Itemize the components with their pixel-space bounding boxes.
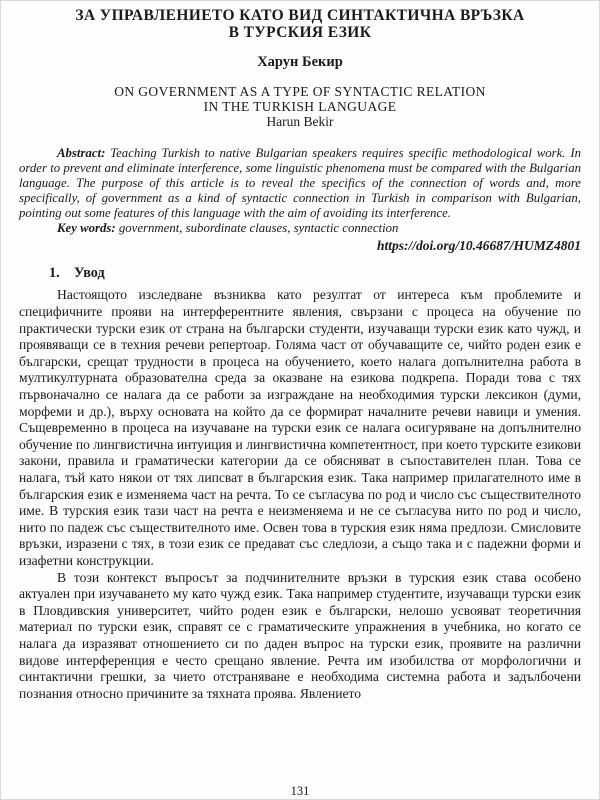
article-title-english	[19, 84, 581, 114]
article-title-bulgarian	[19, 7, 581, 41]
article-title-bulgarian-line1: ЗА УПРАВЛЕНИЕТО КАТО ВИД СИНТАКТИЧНА ВРЪЗКА	[75, 7, 525, 24]
keywords-text: government, subordinate clauses, syntactic connection	[118, 220, 399, 235]
author-name-english: Harun Bekir	[266, 114, 334, 129]
abstract-paragraph	[19, 146, 581, 221]
body-paragraph-1: Настоящото изследване възниква като резултат от интереса към проблемите и специфичните прояви на интерферентните явления, свързани с процеса на обучение по практически турски език от страна на български студенти, изучаващи турски език като чужд, и проявяващи се в техния речеви репертоар. Голяма част от обучаващите се, чийто роден език е български, срещат трудности в процеса на обучението, което налага допълнителна работа в мултикултурната образователна среда за оказване на езикова подкрепа. Поради това с тях първоначално се налага да се работи за изграждане на необходимия турски лексикон (думи, морфеми и др.), върху основата на който да се формират началните речеви навици и умения. Същевременно в процеса на изучаване на турски език се налага осигуряване на допълнително обучение по лингвистична интуиция и лингвистична компетентност, при което турските езикови закони, правила и граматически категории да се обясняват в съпоставителен план. Това се налага, тъй като някои от тях липсват в българския език. Така например прилагателното име в българския език е изменяема част на речта. То се съгласува по род и число със съществителното име. В турския език тази част на речта е неизменяема и не се съгласува нито по род и число, нито по падеж със съществителното име. Освен това в турския език няма предлози. Смисловите връзки, изразени с тях, в този език се предават със следлози, а също така и с падежни форми и изафетни конструкции.	[19, 287, 581, 568]
article-title-english-line1: ON GOVERNMENT AS A TYPE OF SYNTACTIC RELATION	[114, 84, 486, 99]
article-title-english-line2: IN THE TURKISH LANGUAGE	[203, 99, 397, 114]
keywords-line	[19, 221, 581, 236]
abstract-text: Teaching Turkish to native Bulgarian speakers requires specific methodological work. In order to prevent and eliminate interference, some linguistic phenomena must be compared with the Bulgarian language. The purpose of this article is to reveal the specifics of the connection of words and, more specifically, of government as a kind of syntactic connection in Turkish in comparison with Bulgarian, pointing out some features of this language with the aim of avoiding its interference.	[19, 146, 581, 220]
abstract-label: Abstract:	[57, 146, 106, 160]
section-title: Увод	[74, 265, 105, 282]
article-title-bulgarian-line2: В ТУРСКИЯ ЕЗИК	[228, 24, 372, 41]
doi-link: https://doi.org/10.46687/HUMZ4801	[376, 238, 581, 254]
author-name-bulgarian: Харун Бекир	[257, 54, 343, 70]
section-heading-uvod	[49, 265, 581, 281]
body-paragraph-2: В този контекст въпросът за подчинителните връзки в турския език става особено актуален при изучаването му като чужд език. Така например студентите, изучаващи турски език в Пловдивския университет, чийто роден език е български, нелошо усвояват теоретичния материал по турски език, справят се с граматическите упражнения в учебника, но когато се налага да изразяват отношението си по даден въпрос на турски език, проявите на различни видове интерференция е често срещано явление. Речта им изобилства от морфологични и синтактични грешки, за чието отстраняване е необходима системна работа и задълбочени познания относно причините за тяхната проява. Явлението	[19, 569, 581, 701]
page-number: 131	[290, 784, 310, 798]
keywords-label: Key words:	[57, 220, 116, 235]
section-number: 1.	[49, 265, 60, 282]
